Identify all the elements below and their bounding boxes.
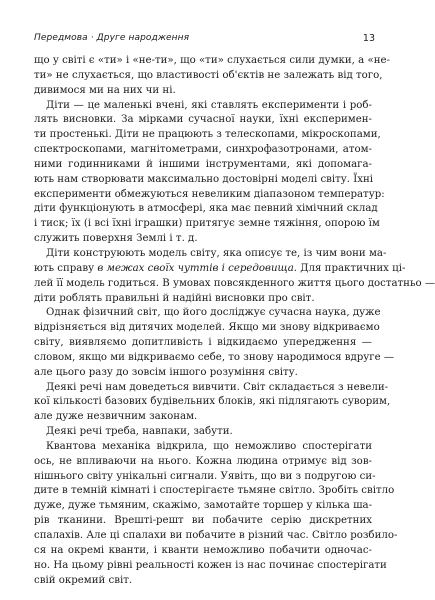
text-line: але дуже незвичним законам. bbox=[34, 411, 198, 423]
text-line: ють справу в межах своїх чуттів і середовища. Для практичних ці- bbox=[34, 262, 406, 274]
text-line: ти простенькі. Діти не працюють з телескопами, мікроскопами, bbox=[34, 129, 381, 141]
text-line: світу, виявляємо допитливість і відкидаємо упередження — bbox=[34, 337, 372, 349]
text-line: Однак фізичний світ, що його досліджує сучасна наука, дуже bbox=[46, 307, 381, 319]
paragraph bbox=[34, 381, 391, 426]
text-line: експерименти обмежуються невеликим діапазоном температур: bbox=[34, 188, 385, 200]
text-line: ють нам створювати максимально достовірні моделі світу. Їхні bbox=[34, 173, 374, 185]
text-line: спалахів. Але ці спалахи ви побачите в різний час. Світло розбило- bbox=[34, 530, 398, 541]
paragraph bbox=[34, 440, 398, 588]
text-line: кої кількості базових будівельних блоків, які підлягають суворим, bbox=[34, 396, 391, 408]
text-line: ними годинниками й іншими інструментами, які допомага- bbox=[34, 158, 372, 170]
text-line: дуже, дуже тьмяним, скажімо, замотайте торшер у кілька ша- bbox=[34, 500, 373, 512]
text-line: спектроскопами, магнітометрами, синхрофазотронами, атом- bbox=[34, 144, 372, 156]
text-line: Діти — це маленькі вчені, які ставлять експерименти і роб- bbox=[46, 99, 372, 111]
text-line: і тиск; їх (і всі їхні іграшки) притягує земне тяжіння, опорою їм bbox=[34, 218, 380, 230]
text-line: но. На цьому рівні реальності кожен із нас починає спостерігати bbox=[34, 559, 387, 571]
text-line: служить поверхня Землі і т. д. bbox=[34, 233, 198, 245]
page-number: 13 bbox=[362, 33, 375, 44]
text-line: нішнього світу унікальні сигнали. Уявіть, що ви з подругою си- bbox=[34, 470, 376, 482]
text-line: ся на окремі кванти, і кванти неможливо побачити одночас- bbox=[34, 544, 372, 556]
body-text bbox=[34, 54, 435, 588]
text-line: словом, якщо ми відкриваємо себе, то знову народимося вдруге — bbox=[34, 351, 395, 363]
paragraph bbox=[34, 425, 372, 440]
text-line: ось, не впливаючи на нього. Кожна людина отримує від зов- bbox=[34, 455, 372, 467]
text-line: дивимося ми на них чи ні. bbox=[34, 84, 176, 96]
text-line: Діти конструюють модель світу, яка описує те, із чим вони ма- bbox=[46, 247, 387, 259]
text-line: діти роблять правильні й надійні висновки про світ. bbox=[34, 292, 315, 304]
text-line: свій окремий світ. bbox=[34, 574, 133, 586]
text-line: рів тканини. Врешті-решт ви побачите серію дискретних bbox=[34, 515, 372, 527]
running-title: Передмова · Друге народження bbox=[34, 33, 190, 43]
text-line: Деякі речі нам доведеться вивчити. Світ складається з невели- bbox=[46, 381, 389, 393]
text-line: Деякі речі треба, навпаки, забути. bbox=[46, 426, 233, 438]
text-line: що у світі є «ти» і «не-ти», що «ти» слухається сили думки, а «не- bbox=[34, 55, 390, 66]
text-line: лей її модель годиться. В умовах повсякденного життя цього достатньо — bbox=[34, 277, 435, 289]
paragraph bbox=[34, 306, 395, 380]
text-line: ти» не слухається, що властивості об'єктів не залежать від того, bbox=[34, 69, 383, 81]
paragraph bbox=[34, 99, 385, 247]
paragraph bbox=[34, 247, 435, 306]
text-line: відрізняється від дитячих моделей. Якщо ми знову відкриваємо bbox=[34, 322, 380, 334]
text-line: дите в темній кімнаті і спостерігаєте тьмяне світло. Зробіть світло bbox=[34, 485, 395, 497]
text-line: лять висновки. За мірками сучасної науки, їхні експеримен- bbox=[34, 114, 372, 126]
text-line: Квантова механіка відкрила, що неможливо спостерігати bbox=[46, 440, 372, 452]
page-header bbox=[34, 33, 375, 49]
paragraph bbox=[34, 54, 390, 99]
text-line: але цього разу до зовсім іншого розуміння світу. bbox=[34, 366, 298, 378]
text-line: діти функціонують в атмосфері, яка має певний хімічний склад bbox=[34, 203, 378, 215]
